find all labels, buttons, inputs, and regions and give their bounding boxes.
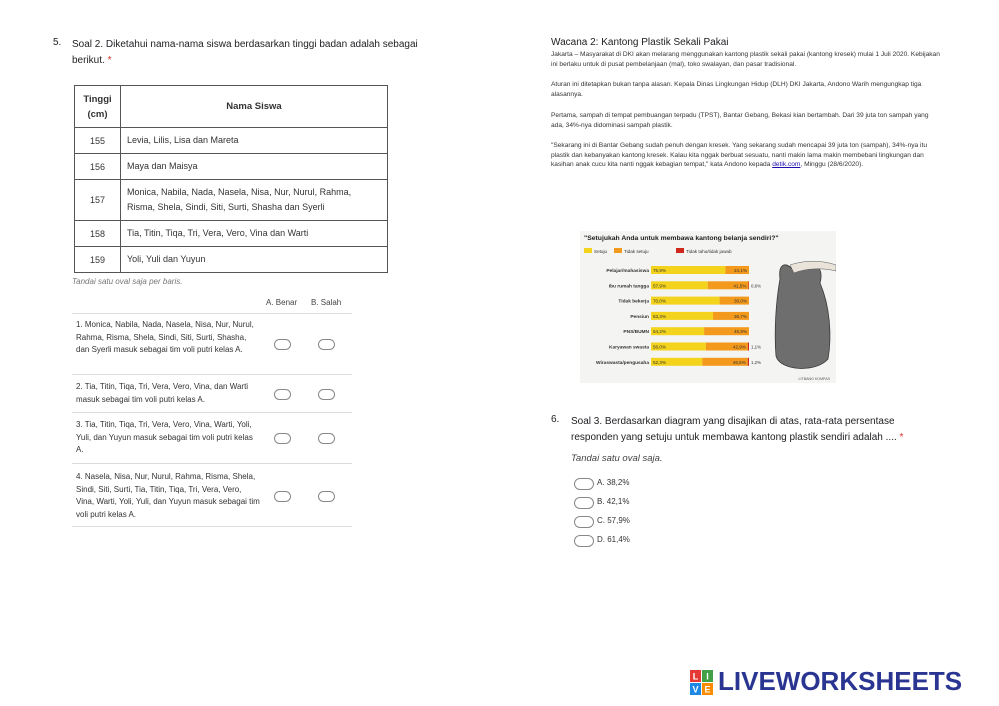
question-5-hint: Tandai satu oval saja per baris. <box>72 277 183 286</box>
chart-title: "Setujukah Anda untuk membawa kantong belanja sendiri?" <box>584 235 779 242</box>
logo-badge-icon <box>690 670 714 696</box>
table-row <box>75 180 388 221</box>
grid-column-salah: B. Salah <box>311 298 342 307</box>
radio-option-b[interactable] <box>574 497 594 509</box>
names-cell: Yoli, Yuli dan Yuyun <box>121 247 388 273</box>
table-row <box>75 221 388 247</box>
detik-link[interactable]: detik.com <box>772 161 801 169</box>
logo-wordmark: LIVEWORKSHEETS <box>718 666 963 696</box>
grid-row-3 <box>72 412 352 463</box>
question-5-prompt: Soal 2. Diketahui nama-nama siswa berdasarkan tinggi badan adalah sebagai berikut. <box>72 39 418 66</box>
data-label: 52,3% <box>653 359 667 365</box>
grid-row-label: 3. Tia, Titin, Tiqa, Tri, Vera, Vero, Vina, Warti, Yoli, Yuli, dan Yuyun masuk sebagai tim voli putri kelas A. <box>76 420 253 454</box>
legend-swatch <box>614 248 622 253</box>
logo-badge-letter: V <box>692 684 699 695</box>
names-column-header: Nama Siswa <box>121 86 388 128</box>
data-label: 70,0% <box>653 298 667 304</box>
category-label: Ibu rumah tangga <box>608 284 649 290</box>
logo-badge-letter: L <box>692 671 699 682</box>
data-label: 24,1% <box>733 268 747 273</box>
data-label: 1,1% <box>751 344 762 350</box>
wacana-paragraph-4: "Sekarang ini di Bantar Gebang sudah penuh dengan kresek. Yang sekarang sudah mencapai 39 juta ton (sampah), 34%-nya itu plastik dan kebanyakan kantong kresek. Kalau kita nggak berbuat sesuatu, nanti makin lama makin membebani lingkungan dan kasihan anak cucu kita nanti nggak kebagian tempat," kata Andono kepada detik.com, Minggu (28/6/2020). <box>551 142 927 169</box>
table-row <box>75 128 388 154</box>
grid-divider <box>72 526 352 527</box>
wacana-paragraph-3: Pertama, sampah di tempat pembuangan terpadu (TPST), Bantar Gebang, Bekasi kian bertambah. Dari 39 juta ton sampah yang ada, 34%-nya didominasi sampah plastik. <box>551 112 929 129</box>
data-label: 45,8% <box>733 329 747 335</box>
radio-salah-row-2[interactable] <box>318 389 335 400</box>
option-b-label: B. 42,1% <box>597 497 630 506</box>
chart-source: LITBANG KOMPAS <box>798 377 830 381</box>
category-label: PNS/BUMN <box>623 330 649 336</box>
grid-row-1 <box>72 313 352 374</box>
data-label: 30,0% <box>733 298 747 304</box>
table-row <box>75 154 388 180</box>
legend-label: Tidak tahu/tidak jawab <box>686 249 732 254</box>
legend-label: Setuju <box>594 249 608 254</box>
height-cell: 157 <box>75 180 121 221</box>
data-label: 75,9% <box>653 268 667 273</box>
data-label: 36,7% <box>733 313 747 319</box>
height-cell: 158 <box>75 221 121 247</box>
data-label: 57,9% <box>653 283 667 289</box>
option-d-label: D. 61,4% <box>597 535 630 544</box>
radio-salah-row-3[interactable] <box>318 433 335 444</box>
radio-benar-row-2[interactable] <box>274 389 291 400</box>
grid-row-label: 4. Nasela, Nisa, Nur, Nurul, Rahma, Risma, Shela, Sindi, Siti, Surti, Tia, Titin, Tiqa, Tri, Vera, Vero, Vina, Warti, Yoli, Yuli, dan Yuyun masuk sebagai tim voli putri kelas A. <box>76 472 260 519</box>
names-cell: Maya dan Maisya <box>121 154 388 180</box>
data-label: 41,5% <box>733 283 747 289</box>
radio-option-c[interactable] <box>574 516 594 528</box>
survey-chart <box>580 231 836 383</box>
radio-salah-row-1[interactable] <box>318 339 335 350</box>
category-label: Karyawan swasta <box>609 345 649 351</box>
names-cell: Monica, Nabila, Nada, Nasela, Nisa, Nur, Nurul, Rahma, Risma, Shela, Sindi, Siti, Surti, Shasha dan Syerli <box>121 180 388 221</box>
shopping-bag-icon <box>775 265 830 369</box>
question-6-text <box>571 414 931 446</box>
category-label: Wiraswasta/pengusaha <box>595 360 649 366</box>
grid-row-label: 2. Tia, Titin, Tiqa, Tri, Vera, Vero, Vina, dan Warti masuk sebagai tim voli putri kelas A. <box>76 382 249 404</box>
option-c-label: C. 57,9% <box>597 516 630 525</box>
radio-benar-row-3[interactable] <box>274 433 291 444</box>
category-label: Pelajar/mahasiswa <box>606 269 649 274</box>
question-6-prompt: Soal 3. Berdasarkan diagram yang disajikan di atas, rata-rata persentase responden yang setuju untuk membawa kantong plastik sendiri adalah .... <box>571 416 897 443</box>
height-cell: 156 <box>75 154 121 180</box>
legend-label: Tidak setuju <box>624 249 649 254</box>
height-table <box>74 85 388 273</box>
grid-row-label: 1. Monica, Nabila, Nada, Nasela, Nisa, Nur, Nurul, Rahma, Risma, Shela, Sindi, Siti, Surti, Shasha, dan Syerli masuk sebagai tim voli putri kelas A. <box>76 320 254 354</box>
logo-badge-letter: E <box>704 684 711 695</box>
radio-option-a[interactable] <box>574 478 594 490</box>
bar-tidak-tahu-tidak-jawab <box>748 358 749 366</box>
question-5-number: 5. <box>53 37 62 48</box>
grid-column-benar: A. Benar <box>266 298 298 307</box>
question-6-number: 6. <box>551 414 560 425</box>
data-label: 0,6% <box>751 283 762 289</box>
data-label: 46,5% <box>732 359 746 365</box>
category-label: Pensiun <box>630 314 649 320</box>
height-column-header: Tinggi (cm) <box>75 86 121 128</box>
radio-benar-row-4[interactable] <box>274 491 291 502</box>
logo-badge-letter: I <box>706 671 709 682</box>
data-label: 56,0% <box>653 344 667 350</box>
legend-swatch <box>584 248 592 253</box>
names-cell: Tia, Titin, Tiqa, Tri, Vera, Vero, Vina dan Warti <box>121 221 388 247</box>
height-cell: 155 <box>75 128 121 154</box>
required-asterisk: * <box>107 55 112 66</box>
names-cell: Levia, Lilis, Lisa dan Mareta <box>121 128 388 154</box>
radio-option-d[interactable] <box>574 535 594 547</box>
bar-tidak-tahu-tidak-jawab <box>748 343 749 351</box>
question-6-hint: Tandai satu oval saja. <box>571 453 663 464</box>
data-label: 63,3% <box>653 313 667 319</box>
data-label: 42,9% <box>732 344 746 350</box>
grid-row-2 <box>72 374 352 412</box>
survey-chart-svg <box>580 231 836 383</box>
wacana-title: Wacana 2: Kantong Plastik Sekali Pakai <box>551 37 729 48</box>
data-label: 1,2% <box>751 359 762 365</box>
radio-salah-row-4[interactable] <box>318 491 335 502</box>
table-row <box>75 247 388 273</box>
category-label: Tidak bekerja <box>618 299 649 305</box>
wacana-paragraph-1: Jakarta – Masyarakat di DKI akan melarang menggunakan kantong plastik sekali pakai (kantong kresek) mulai 1 Juli 2020. Kebijakan ini berlaku untuk di pusat pembelanjaan (mal), toko swalayan, dan pasar tradisional. <box>551 51 940 68</box>
question-5-text <box>72 37 452 69</box>
bar-tidak-tahu-tidak-jawab <box>748 281 749 289</box>
option-a-label: A. 38,2% <box>597 478 630 487</box>
radio-benar-row-1[interactable] <box>274 339 291 350</box>
wacana-paragraph-2: Aturan ini ditetapkan bukan tanpa alasan. Kepala Dinas Lingkungan Hidup (DLH) DKI Jakarta, Andono Warih mengungkap tiga alasannya. <box>551 81 922 98</box>
height-cell: 159 <box>75 247 121 273</box>
data-label: 54,2% <box>653 329 667 335</box>
required-asterisk: * <box>899 432 904 443</box>
legend-swatch <box>676 248 684 253</box>
grid-row-4 <box>72 463 352 526</box>
